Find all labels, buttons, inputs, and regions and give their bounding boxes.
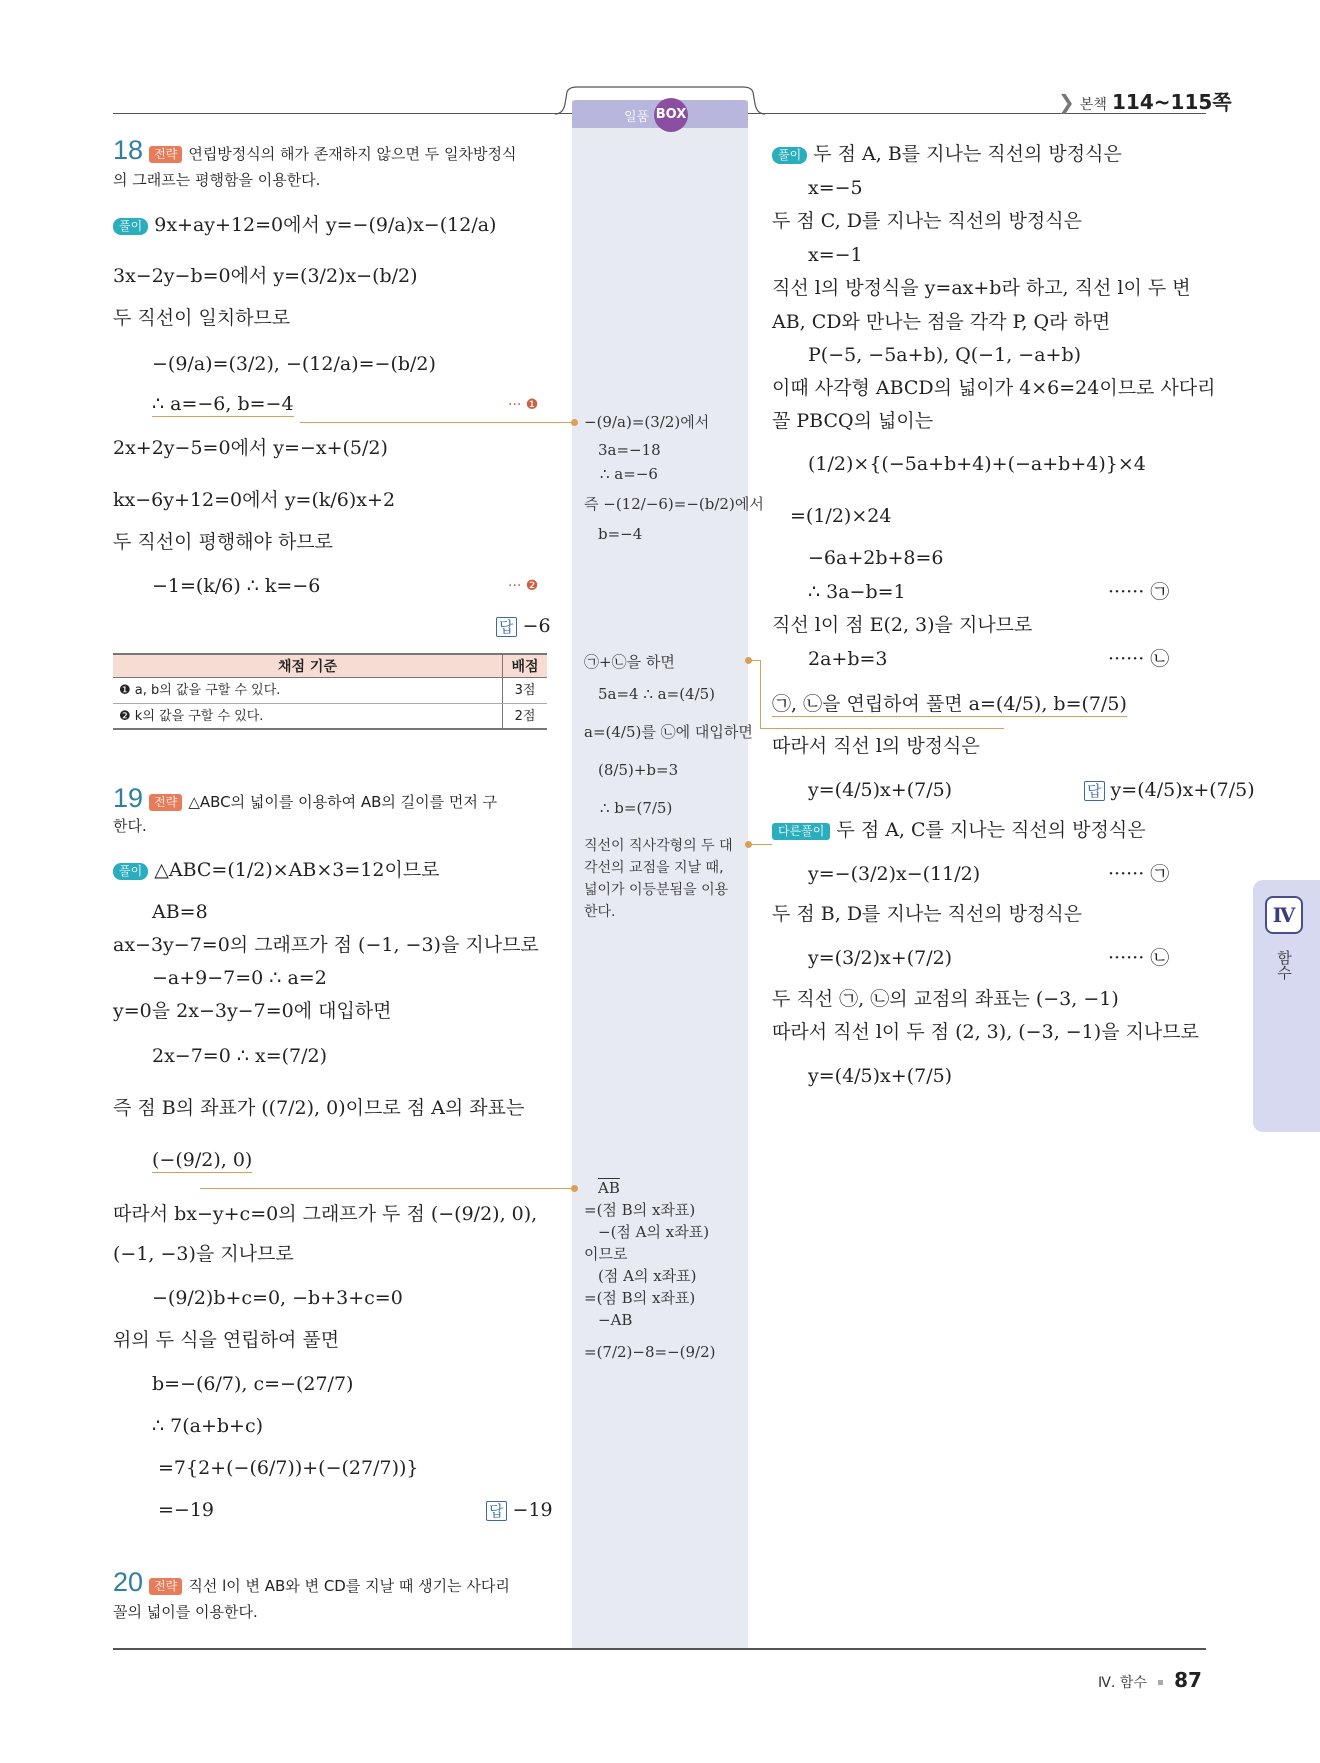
q18-line-2: 3x−2y−b=0에서 y=(3/2)x−(b/2) <box>113 265 418 287</box>
q19-strategy-2: 한다. <box>113 817 147 835</box>
q19-strategy-1: △ABC의 넓이를 이용하여 AB의 길이를 먼저 구 <box>188 793 498 811</box>
side-tab[interactable] <box>1253 880 1320 1132</box>
q18-strategy-2: 의 그래프는 평행함을 이용한다. <box>113 171 321 189</box>
right-line-2: x=−5 <box>808 177 863 199</box>
q19-line-11: −(9/2)b+c=0, −b+3+c=0 <box>152 1287 403 1309</box>
right-line-5: 직선 l의 방정식을 y=ax+b라 하고, 직선 l이 두 변 <box>772 277 1191 299</box>
right-line-12: −6a+2b+8=6 <box>808 547 944 569</box>
q19-answer-tag: 답 <box>486 1501 507 1521</box>
q19-line-15: =7{2+(−(6/7))+(−(27/7))} <box>158 1457 419 1479</box>
connector-dot-3 <box>745 657 752 664</box>
alt-line-2: y=−(3/2)x−(11/2) <box>808 863 981 885</box>
note-1-line-2: 3a=−18 <box>598 441 661 459</box>
q19-line-13: b=−(6/7), c=−(27/7) <box>152 1373 354 1395</box>
q19-line-12: 위의 두 식을 연립하여 풀면 <box>113 1329 340 1351</box>
right-line-9: 꼴 PBCQ의 넓이는 <box>772 410 934 432</box>
connector-3-vert <box>760 660 761 728</box>
q18-line-4: −(9/a)=(3/2), −(12/a)=−(b/2) <box>152 353 436 375</box>
alt-line-6: 따라서 직선 l이 두 점 (2, 3), (−3, −1)을 지나므로 <box>772 1021 1199 1043</box>
note-3-line-2: 각선의 교점을 지날 때, <box>584 860 724 876</box>
book-ref <box>1058 86 1232 115</box>
q19-solution-tag: 풀이 <box>113 863 148 880</box>
connector-dot-1 <box>571 419 578 426</box>
q19-line-7: 즉 점 B의 좌표가 ((7/2), 0)이므로 점 A의 좌표는 <box>113 1097 525 1119</box>
footer-chapter: Ⅳ. 함수 <box>1098 1675 1147 1691</box>
q18-line-9: −1=(k/6) ∴ k=−6 <box>152 575 321 597</box>
note-4-line-4: 이므로 <box>584 1245 628 1263</box>
grading-header-score: 배점 <box>511 659 539 675</box>
q19-line-4: −a+9−7=0 ∴ a=2 <box>152 967 327 989</box>
q18-line-6: 2x+2y−5=0에서 y=−x+(5/2) <box>113 437 388 459</box>
alt-line-1 <box>772 818 1146 842</box>
q18-line-1 <box>113 213 496 237</box>
connector-1 <box>300 422 575 423</box>
q19-answer <box>486 1498 553 1523</box>
q18-heading <box>113 135 517 166</box>
note-3-line-3: 넓이가 이등분됨을 이용 <box>584 882 729 898</box>
alt-line-5: 두 직선 ㉠, ㉡의 교점의 좌표는 (−3, −1) <box>772 988 1119 1010</box>
right-line-10: (1/2)×{(−5a+b+4)+(−a+b+4)}×4 <box>808 453 1146 475</box>
grading-header-criteria: 채점 기준 <box>113 655 503 677</box>
q18-line-7: kx−6y+12=0에서 y=(k/6)x+2 <box>113 489 396 511</box>
q18-answer <box>496 614 551 639</box>
bottom-rule <box>113 1648 1206 1650</box>
q20-strategy-tag: 전략 <box>149 1578 182 1595</box>
q19-heading <box>113 783 498 814</box>
right-line-3: 두 점 C, D를 지나는 직선의 방정식은 <box>772 210 1082 232</box>
q19-line-1 <box>113 858 440 882</box>
footer-separator <box>1158 1680 1163 1685</box>
note-1-line-1: −(9/a)=(3/2)에서 <box>584 413 710 431</box>
q19-line-2: AB=8 <box>152 901 208 923</box>
connector-dot-2 <box>571 1185 578 1192</box>
q18-line-1-text: 9x+ay+12=0에서 y=−(9/a)x−(12/a) <box>154 214 497 236</box>
q18-line-5: ∴ a=−6, b=−4 <box>152 393 294 415</box>
q18-line-3: 두 직선이 일치하므로 <box>113 307 291 329</box>
q18-mark-2: ··· ❷ <box>508 578 539 594</box>
q20-number: 20 <box>113 1567 144 1597</box>
q19-line-5: y=0을 2x−3y−7=0에 대입하면 <box>113 1000 392 1022</box>
right-line-17: 따라서 직선 l의 방정식은 <box>772 735 980 757</box>
connector-3-horz <box>760 728 1004 729</box>
right-line-16: ㉠, ㉡을 연립하여 풀면 a=(4/5), b=(7/5) <box>772 693 1127 715</box>
note-4-line-2: =(점 B의 x좌표) <box>584 1201 696 1219</box>
q20-strategy-2: 꼴의 넓이를 이용한다. <box>113 1603 258 1621</box>
right-answer-tag: 답 <box>1084 781 1105 801</box>
book-ref-pages: 114~115쪽 <box>1112 90 1232 114</box>
grading-row-1-score: 3점 <box>514 683 536 698</box>
right-line-18: y=(4/5)x+(7/5) <box>808 779 953 801</box>
right-line-4: x=−1 <box>808 244 863 266</box>
q19-strategy-tag: 전략 <box>149 794 182 811</box>
note-4-line-6: =(점 B의 x좌표) <box>584 1289 696 1307</box>
note-3-line-1: 직선이 직사각형의 두 대 <box>584 838 733 854</box>
right-solution-tag: 풀이 <box>772 147 807 164</box>
grading-table <box>113 653 547 730</box>
q19-line-8: (−(9/2), 0) <box>152 1149 253 1171</box>
note-2-line-2: 5a=4 ∴ a=(4/5) <box>598 685 716 703</box>
book-ref-prefix: 본책 <box>1079 97 1107 113</box>
grading-row-2-score: 2점 <box>514 709 536 724</box>
q18-number: 18 <box>113 135 144 165</box>
right-line-15: 2a+b=3 <box>808 648 888 670</box>
footer <box>1098 1668 1202 1692</box>
note-4-line-3: −(점 A의 x좌표) <box>598 1223 710 1241</box>
note-4-line-1: $\overline{AB}$ <box>598 1179 620 1197</box>
chevron-right-icon: ❯ <box>1058 90 1075 114</box>
alt-solution-tag: 다른풀이 <box>772 823 830 840</box>
note-4-line-5: (점 A의 x좌표) <box>598 1267 697 1285</box>
q18-strategy-1: 연립방정식의 해가 존재하지 않으면 두 일차방정식 <box>188 145 517 163</box>
grading-row-2-criteria: ❷ k의 값을 구할 수 있다. <box>113 704 503 728</box>
note-2-line-1: ㉠+㉡을 하면 <box>584 653 675 671</box>
note-1-line-5: b=−4 <box>598 525 643 543</box>
connector-dot-4 <box>745 841 752 848</box>
note-2-line-3: a=(4/5)를 ㉡에 대입하면 <box>584 723 753 741</box>
q19-line-1-text: △ABC=(1/2)×AB×3=12이므로 <box>154 859 440 881</box>
footer-page: 87 <box>1174 1668 1202 1692</box>
box-label: 일품 <box>624 110 650 125</box>
q20-strategy-1: 직선 l이 변 AB와 변 CD를 지날 때 생기는 사다리 <box>188 1577 510 1595</box>
grading-row-1-criteria: ❶ a, b의 값을 구할 수 있다. <box>113 678 503 703</box>
q18-line-8: 두 직선이 평행해야 하므로 <box>113 531 334 553</box>
q19-line-3: ax−3y−7=0의 그래프가 점 (−1, −3)을 지나므로 <box>113 934 539 956</box>
note-2-line-5: ∴ b=(7/5) <box>600 799 673 817</box>
side-tab-roman: Ⅳ <box>1265 896 1303 934</box>
q19-line-16: =−19 <box>158 1499 215 1521</box>
q18-mark-1: ··· ❶ <box>508 397 539 413</box>
note-1-line-3: ∴ a=−6 <box>600 465 658 483</box>
note-1-line-4: 즉 −(12/−6)=−(b/2)에서 <box>584 495 764 513</box>
alt-line-7: y=(4/5)x+(7/5) <box>808 1065 953 1087</box>
right-mark-b: ······ ㉡ <box>1108 648 1170 670</box>
right-answer <box>1084 778 1255 803</box>
right-line-6: AB, CD와 만나는 점을 각각 P, Q라 하면 <box>772 311 1111 333</box>
q20-heading <box>113 1567 510 1598</box>
right-line-8: 이때 사각형 ABCD의 넓이가 4×6=24이므로 사다리 <box>772 377 1216 399</box>
side-tab-label: 함수 <box>1275 950 1293 980</box>
right-line-14: 직선 l이 점 E(2, 3)을 지나므로 <box>772 614 1033 636</box>
alt-line-4: y=(3/2)x+(7/2) <box>808 947 953 969</box>
alt-line-3: 두 점 B, D를 지나는 직선의 방정식은 <box>772 903 1083 925</box>
connector-2 <box>200 1188 575 1189</box>
q18-answer-value: −6 <box>522 615 551 637</box>
note-2-line-4: (8/5)+b=3 <box>598 761 679 779</box>
right-line-11: =(1/2)×24 <box>790 505 892 527</box>
q18-solution-tag: 풀이 <box>113 218 148 235</box>
right-answer-value: y=(4/5)x+(7/5) <box>1110 779 1255 801</box>
q19-line-14: ∴ 7(a+b+c) <box>152 1415 264 1437</box>
q18-strategy-tag: 전략 <box>149 146 182 163</box>
alt-mark-b: ······ ㉡ <box>1108 947 1170 969</box>
q19-number: 19 <box>113 783 144 813</box>
q19-line-9: 따라서 bx−y+c=0의 그래프가 두 점 (−(9/2), 0), <box>113 1203 538 1225</box>
q19-answer-value: −19 <box>512 1499 553 1521</box>
q18-answer-tag: 답 <box>496 617 517 637</box>
right-line-1-text: 두 점 A, B를 지나는 직선의 방정식은 <box>813 143 1122 165</box>
box-badge: BOX <box>654 98 688 132</box>
alt-line-1-text: 두 점 A, C를 지나는 직선의 방정식은 <box>836 819 1146 841</box>
note-4-line-7: −AB <box>598 1311 633 1329</box>
right-line-1 <box>772 142 1122 166</box>
note-3-line-4: 한다. <box>584 904 616 920</box>
note-4-line-8: =(7/2)−8=−(9/2) <box>584 1343 716 1361</box>
alt-mark-a: ······ ㉠ <box>1108 863 1170 885</box>
right-line-13: ∴ 3a−b=1 <box>808 581 906 603</box>
right-line-7: P(−5, −5a+b), Q(−1, −a+b) <box>808 344 1082 366</box>
right-mark-a: ······ ㉠ <box>1108 581 1170 603</box>
q19-line-10: (−1, −3)을 지나므로 <box>113 1243 294 1265</box>
q19-line-6: 2x−7=0 ∴ x=(7/2) <box>152 1045 328 1067</box>
